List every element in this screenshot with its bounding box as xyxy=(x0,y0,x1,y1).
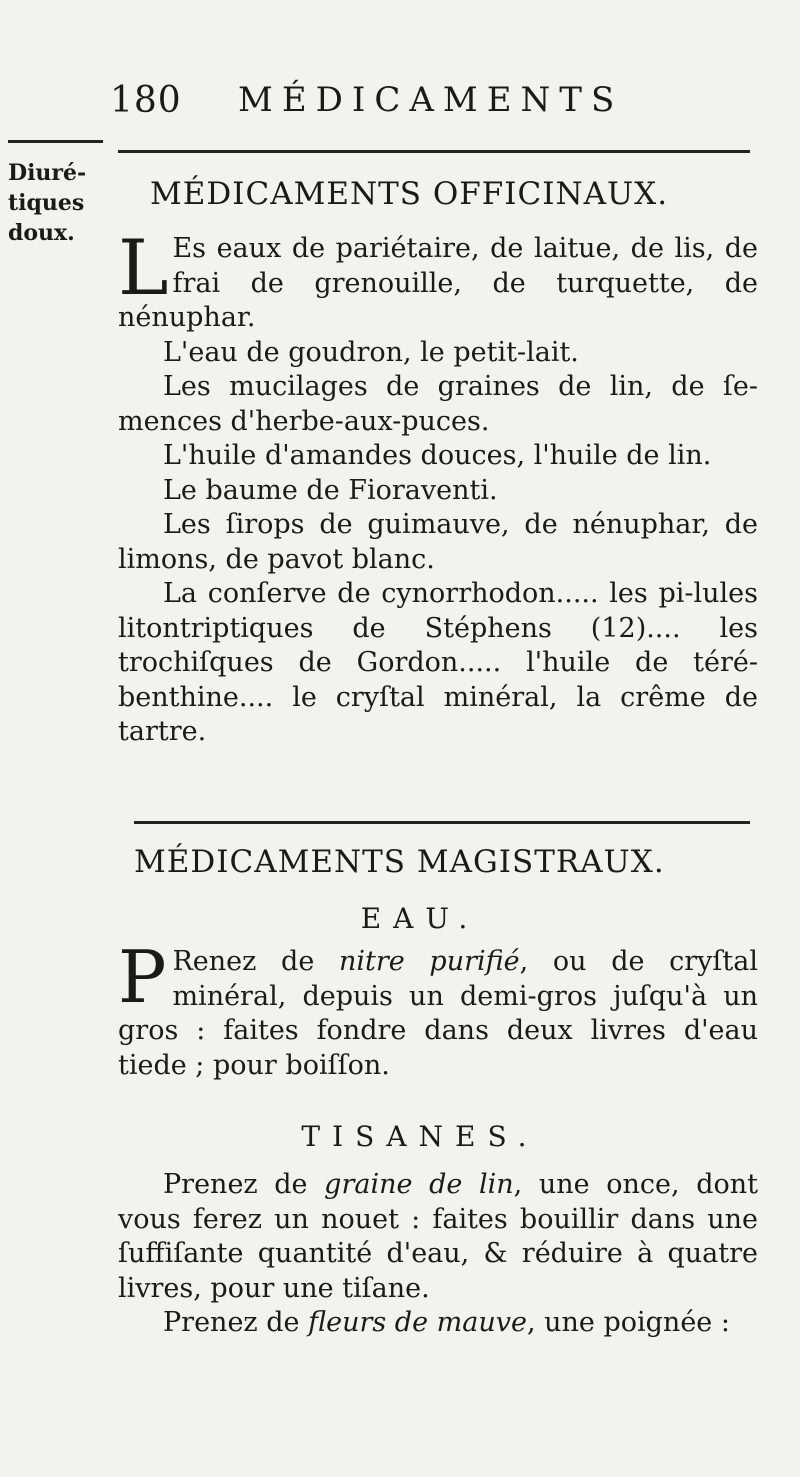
tisanes-body xyxy=(118,1168,758,1341)
paragraph-text: Renez de xyxy=(172,946,339,977)
paragraph: Les mucilages de graines de lin, de ſe-mences d'herbe-aux-puces. xyxy=(118,371,758,437)
paragraph-text: , ou de cryſtal minéral, depuis un demi-gros juſqu'à un gros : faites fondre dans deux livres d'eau tiede ; pour boiſſon. xyxy=(118,946,758,1081)
margin-note-line: tiques xyxy=(8,190,85,216)
subheading-eau: EAU. xyxy=(360,902,480,935)
section-divider xyxy=(134,821,750,824)
header-rule xyxy=(118,150,750,153)
italic-term: fleurs de mauve xyxy=(308,1307,527,1338)
paragraph xyxy=(118,1168,758,1306)
drop-cap: P xyxy=(118,935,167,1019)
page-number: 180 xyxy=(110,80,182,121)
subheading-tisanes: TISANES. xyxy=(301,1120,539,1153)
paragraph-text: , une poignée : xyxy=(526,1307,730,1338)
drop-cap: L xyxy=(118,223,169,312)
paragraph: Les ſirops de guimauve, de nénuphar, de limons, de pavot blanc. xyxy=(118,509,758,575)
paragraph: Le baume de Fioraventi. xyxy=(163,474,498,506)
paragraph-text: , une once, dont vous ferez un nouet : faites bouillir dans une ſuffiſante quantité d'eau, & réduire à quatre livres, pour une tiſane. xyxy=(118,1169,758,1304)
section-body-officinaux xyxy=(118,223,758,750)
italic-term: nitre purifié xyxy=(338,946,520,977)
italic-term: graine de lin xyxy=(324,1169,514,1200)
eau-paragraph xyxy=(118,935,758,1083)
margin-divider xyxy=(8,140,103,143)
running-title: MÉDICAMENTS xyxy=(238,80,624,120)
paragraph: L'eau de goudron, le petit-lait. xyxy=(163,336,579,368)
paragraph: La conſerve de cynorrhodon..... les pi-lules litontriptiques de Stéphens (12).... les trochiſques de Gordon..... l'huile de téré-benthine.... le cryſtal minéral, la crême de tartre. xyxy=(118,578,758,747)
section-heading-officinaux: MÉDICAMENTS OFFICINAUX. xyxy=(150,176,669,212)
paragraph-text: Es eaux de pariétaire, de laitue, de lis, de frai de grenouille, de turquette, de nénuphar. xyxy=(118,233,758,333)
paragraph xyxy=(118,935,758,1083)
paragraph xyxy=(118,223,758,336)
margin-note xyxy=(8,158,108,248)
paragraph-text: Prenez de xyxy=(163,1169,325,1200)
paragraph: L'huile d'amandes douces, l'huile de lin. xyxy=(163,440,712,471)
margin-note-line: doux. xyxy=(8,220,75,246)
margin-note-line: Diuré- xyxy=(8,160,87,186)
section-heading-magistraux: MÉDICAMENTS MAGISTRAUX. xyxy=(134,844,665,880)
paragraph xyxy=(118,1306,758,1341)
paragraph-text: Prenez de xyxy=(163,1307,309,1338)
